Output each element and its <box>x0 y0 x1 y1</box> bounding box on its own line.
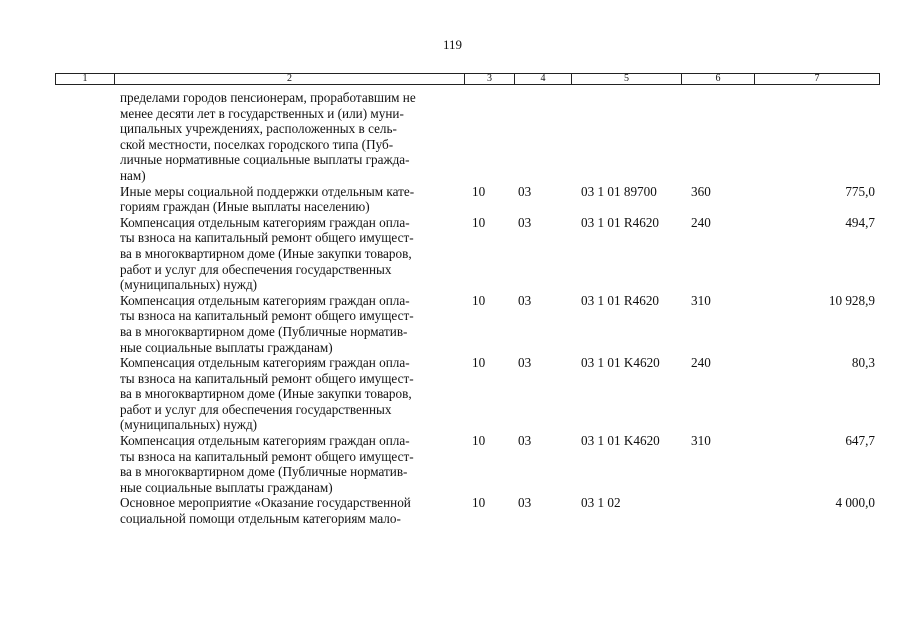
row-description <box>120 495 460 526</box>
header-col-7: 7 <box>814 73 820 84</box>
amount-value: 4 000,0 <box>835 495 875 511</box>
amount-value: 775,0 <box>845 183 875 199</box>
subsection-code: 03 <box>518 433 532 449</box>
description-line: Иные меры социальной поддержки отдельным кате- <box>120 183 415 199</box>
subsection-code: 03 <box>518 183 532 199</box>
expense-type-code: 310 <box>691 292 711 308</box>
description-line: работ и услуг для обеспечения государственных <box>120 401 392 417</box>
description-line: социальной помощи отдельным категориям мало- <box>120 511 401 527</box>
description-line: (муниципальных) нужд) <box>120 277 258 293</box>
description-line: ты взноса на капитальный ремонт общего имущест- <box>120 308 414 324</box>
description-line: личные нормативные социальные выплаты гражда- <box>120 152 410 168</box>
table-row <box>0 433 905 495</box>
description-line: ской местности, поселках городского типа (Пуб- <box>120 136 394 152</box>
subsection-code: 03 <box>518 355 532 371</box>
amount-value: 10 928,9 <box>828 292 875 308</box>
description-line: Основное мероприятие «Оказание государственной <box>120 495 411 511</box>
page-number: 119 <box>442 37 463 52</box>
header-col-5: 5 <box>572 74 682 84</box>
expense-type-code: 240 <box>691 355 711 371</box>
description-line: менее десяти лет в государственных и (или) муни- <box>120 105 404 121</box>
table-row <box>0 293 905 355</box>
section-code: 10 <box>472 355 486 371</box>
section-code: 10 <box>472 183 486 199</box>
header-col-2: 2 <box>115 74 465 84</box>
description-line: Компенсация отдельным категориям граждан опла- <box>120 433 410 449</box>
section-code: 10 <box>472 495 486 511</box>
header-col-6: 6 <box>682 74 755 84</box>
description-line: (муниципальных) нужд) <box>120 417 258 433</box>
section-code: 10 <box>472 214 486 230</box>
description-line: Компенсация отдельным категориям граждан опла- <box>120 355 410 371</box>
expense-type-code: 360 <box>691 183 711 199</box>
description-line: ва в многоквартирном доме (Иные закупки товаров, <box>120 386 412 402</box>
subsection-code: 03 <box>518 495 532 511</box>
row-description <box>120 293 460 355</box>
table-row <box>0 90 905 184</box>
description-line: ва в многоквартирном доме (Публичные норматив- <box>120 323 408 339</box>
description-line: ные социальные выплаты гражданам) <box>120 479 333 495</box>
subsection-code: 03 <box>518 292 532 308</box>
amount-value: 494,7 <box>845 214 875 230</box>
subsection-code: 03 <box>518 214 532 230</box>
header-col-4: 4 <box>515 74 572 84</box>
description-line: пределами городов пенсионерам, проработавшим не <box>120 90 416 105</box>
section-code: 10 <box>472 292 486 308</box>
description-line: ва в многоквартирном доме (Иные закупки товаров, <box>120 245 412 261</box>
description-line: ты взноса на капитальный ремонт общего имущест- <box>120 448 414 464</box>
target-article-code: 03 1 01 K4620 <box>581 433 660 449</box>
header-col-3: 3 <box>465 74 515 84</box>
target-article-code: 03 1 02 <box>581 495 621 511</box>
amount-value: 647,7 <box>845 433 875 449</box>
row-description <box>120 90 460 184</box>
table-row <box>0 495 905 526</box>
description-line: ципальных учреждениях, расположенных в сель- <box>120 121 397 137</box>
description-line: ва в многоквартирном доме (Публичные норматив- <box>120 464 408 480</box>
table-row <box>0 215 905 293</box>
row-description <box>120 433 460 495</box>
target-article-code: 03 1 01 R4620 <box>581 292 660 308</box>
row-description <box>120 184 460 215</box>
row-description <box>120 215 460 293</box>
description-line: ты взноса на капитальный ремонт общего имущест- <box>120 370 414 386</box>
table-body <box>0 90 905 527</box>
target-article-code: 03 1 01 K4620 <box>581 355 660 371</box>
target-article-code: 03 1 01 89700 <box>581 183 657 199</box>
section-code: 10 <box>472 433 486 449</box>
description-line: работ и услуг для обеспечения государственных <box>120 261 392 277</box>
expense-type-code: 240 <box>691 214 711 230</box>
header-col-1: 1 <box>56 74 115 84</box>
table-row <box>0 355 905 433</box>
target-article-code: 03 1 01 R4620 <box>581 214 660 230</box>
row-description <box>120 355 460 433</box>
expense-type-code: 310 <box>691 433 711 449</box>
description-line: нам) <box>120 167 146 183</box>
table-row <box>0 184 905 215</box>
table-header <box>55 73 880 85</box>
description-line: гориям граждан (Иные выплаты населению) <box>120 199 370 215</box>
description-line: ты взноса на капитальный ремонт общего имущест- <box>120 230 414 246</box>
description-line: Компенсация отдельным категориям граждан опла- <box>120 292 410 308</box>
description-line: Компенсация отдельным категориям граждан опла- <box>120 214 410 230</box>
amount-value: 80,3 <box>851 355 875 371</box>
description-line: ные социальные выплаты гражданам) <box>120 339 333 355</box>
